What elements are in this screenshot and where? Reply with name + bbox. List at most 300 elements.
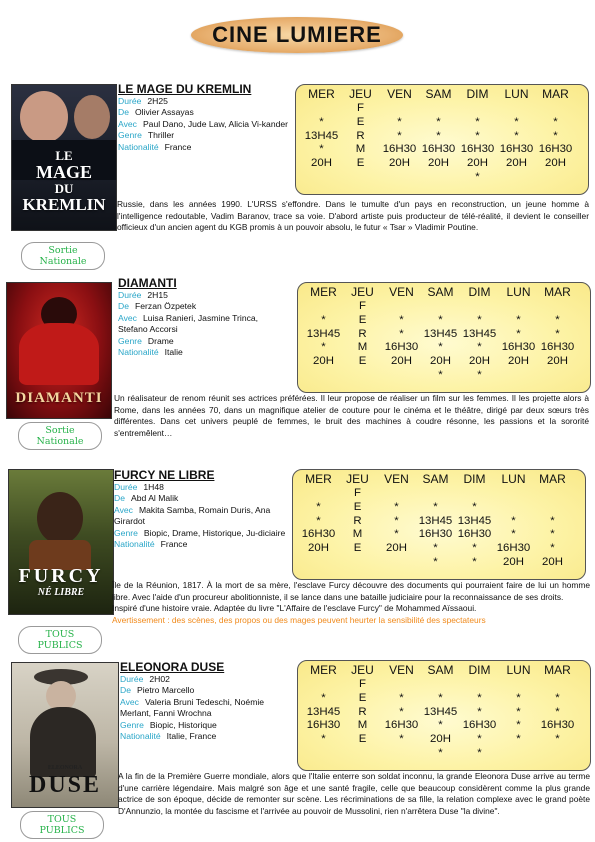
schedule-column-3 — [421, 285, 460, 383]
schedule-day-header: MER — [310, 285, 337, 299]
audience-badge: TOUS PUBLICS — [18, 626, 102, 654]
film-info — [118, 96, 290, 153]
schedule-cell: * — [438, 691, 443, 704]
schedule-column-4 — [460, 285, 499, 383]
schedule-table — [297, 282, 591, 393]
schedule-cell: * — [394, 514, 399, 527]
schedule-day-header: MER — [310, 663, 337, 677]
schedule-cell — [536, 102, 575, 116]
schedule-cell: * — [438, 746, 443, 759]
schedule-cell: F — [359, 300, 366, 312]
schedule-cell: 20H — [430, 355, 451, 368]
schedule-cell: E — [353, 542, 362, 555]
schedule-cell: * — [321, 341, 326, 354]
label-de: De — [118, 301, 129, 312]
schedule-cell — [419, 171, 458, 185]
schedule-day-header: VEN — [384, 472, 409, 486]
schedule-cell — [499, 678, 538, 692]
schedule-cell: E — [353, 500, 362, 513]
poster-title-line: LE — [55, 148, 73, 163]
film-title[interactable]: DIAMANTI — [118, 276, 177, 290]
film-description: A la fin de la Première Guerre mondiale, alors que l'Italie enterre son soldat inconnu, la grande Eleonora Duse arrive au terme d'une carrière légendaire. Mais malgré son âge et une santé fragile, celle que beaucoup considèrent comme la plus grande actrice de son époque, décide de remonter sur scène. Les récriminations de sa fille, la relation complexe avec le grand poète D'Annunzio, la montée du fascisme et l'arrivée au pouvoir de Mussolini, rien n'arrêtera Duse "la divine". — [118, 771, 590, 816]
poster-face — [37, 492, 83, 544]
value-nationalite: Italie — [164, 347, 183, 358]
schedule-column-0 — [302, 87, 341, 185]
schedule-day-header: JEU — [349, 87, 372, 101]
schedule-day-header: MAR — [539, 472, 566, 486]
schedule-cell: 20H — [389, 157, 410, 170]
label-genre: Genre — [120, 719, 144, 730]
schedule-cell: * — [555, 733, 560, 746]
schedule-cell: * — [399, 691, 404, 704]
schedule-cell: * — [433, 555, 438, 568]
schedule-cell: 20H — [547, 355, 568, 368]
page-title-banner — [191, 17, 403, 53]
film-poster[interactable] — [8, 469, 114, 615]
schedule-cell: F — [354, 487, 361, 499]
film-poster[interactable] — [6, 282, 112, 419]
schedule-day-header: DIM — [468, 663, 491, 677]
schedule-cell: E — [358, 691, 367, 704]
value-genre: Drame — [147, 335, 174, 346]
schedule-cell: 20H — [308, 542, 329, 555]
schedule-cell: 20H — [428, 157, 449, 170]
schedule-day-header: MER — [308, 87, 335, 101]
schedule-column-2 — [382, 285, 421, 383]
film-info — [120, 674, 292, 742]
film-poster[interactable] — [11, 84, 117, 231]
schedule-day-header: DIM — [463, 472, 486, 486]
schedule-cell: * — [511, 514, 516, 527]
schedule-cell: * — [514, 115, 519, 128]
schedule-cell — [538, 678, 577, 692]
schedule-cell: * — [514, 129, 519, 142]
schedule-cell — [460, 678, 499, 692]
schedule-cell: * — [436, 129, 441, 142]
schedule-cell: * — [397, 115, 402, 128]
schedule-column-4 — [460, 663, 499, 761]
film-info — [118, 290, 290, 358]
value-avec: Luisa Ranieri, Jasmine Trinca, Stefano Accorsi — [118, 312, 259, 335]
schedule-cell: * — [394, 500, 399, 513]
schedule-cell: * — [472, 500, 477, 513]
film-description — [112, 580, 590, 626]
schedule-cell: E — [356, 157, 365, 170]
schedule-cell — [536, 171, 575, 185]
schedule-cell: 13H45 — [423, 327, 458, 340]
label-nationalite: Nationalité — [120, 731, 161, 742]
schedule-cell: E — [358, 313, 367, 326]
schedule-cell: * — [550, 514, 555, 527]
schedule-cell: * — [516, 705, 521, 718]
schedule-day-header: LUN — [504, 87, 529, 101]
schedule-column-1 — [343, 285, 382, 383]
schedule-cell — [533, 501, 572, 515]
value-nationalite: France — [164, 141, 192, 152]
label-duree: Durée — [120, 674, 144, 684]
schedule-cell: R — [358, 327, 367, 340]
schedule-cell: 16H30 — [384, 719, 419, 732]
value-de: Ferzan Özpetek — [135, 301, 197, 312]
schedule-column-3 — [419, 87, 458, 185]
schedule-cell: * — [516, 327, 521, 340]
poster-title-line: FURCY — [18, 565, 104, 587]
schedule-cell: 16H30 — [540, 719, 575, 732]
label-genre: Genre — [118, 335, 142, 346]
schedule-column-2 — [382, 663, 421, 761]
schedule-cell — [538, 300, 577, 314]
schedule-cell: * — [516, 691, 521, 704]
value-nationalite: Italie, France — [166, 731, 217, 742]
schedule-cell: * — [477, 733, 482, 746]
schedule-cell: 20H — [508, 355, 529, 368]
film-title[interactable]: ELEONORA DUSE — [120, 660, 225, 674]
schedule-cell: 20H — [391, 355, 412, 368]
schedule-day-header: LUN — [506, 663, 531, 677]
schedule-day-header: MAR — [544, 663, 571, 677]
schedule-day-header: MAR — [542, 87, 569, 101]
schedule-cell: M — [352, 528, 363, 541]
schedule-cell: 16H30 — [499, 143, 534, 156]
value-duree: 2H25 — [147, 96, 168, 106]
schedule-cell: 13H45 — [423, 705, 458, 718]
schedule-cell: * — [477, 705, 482, 718]
schedule-day-header: VEN — [389, 663, 414, 677]
schedule-cell: 13H45 — [304, 129, 339, 142]
schedule-cell — [299, 487, 338, 501]
label-avec: Avec — [118, 118, 137, 129]
schedule-cell: * — [321, 733, 326, 746]
schedule-cell: 20H — [313, 355, 334, 368]
value-de: Olivier Assayas — [135, 107, 194, 118]
schedule-cell: * — [316, 514, 321, 527]
schedule-cell: * — [321, 691, 326, 704]
schedule-cell: * — [319, 115, 324, 128]
schedule-cell: 13H45 — [418, 514, 453, 527]
schedule-cell: * — [553, 115, 558, 128]
schedule-cell: 20H — [503, 555, 524, 568]
schedule-day-header: SAM — [427, 285, 454, 299]
film-info — [114, 482, 286, 550]
schedule-cell: 20H — [386, 542, 407, 555]
schedule-cell: * — [475, 115, 480, 128]
schedule-day-header: SAM — [425, 87, 452, 101]
label-avec: Avec — [120, 696, 139, 707]
poster-face — [20, 91, 68, 143]
schedule-cell — [455, 487, 494, 501]
schedule-cell: * — [550, 542, 555, 555]
schedule-cell: * — [436, 115, 441, 128]
label-genre: Genre — [118, 130, 142, 141]
schedule-cell: * — [555, 691, 560, 704]
poster-title-line: KREMLIN — [22, 195, 106, 214]
schedule-cell: * — [550, 528, 555, 541]
schedule-day-header: DIM — [466, 87, 489, 101]
schedule-day-header: JEU — [351, 663, 374, 677]
schedule-column-6 — [538, 285, 577, 383]
schedule-cell: M — [357, 341, 368, 354]
schedule-day-header: VEN — [387, 87, 412, 101]
schedule-column-2 — [377, 472, 416, 570]
schedule-cell: 13H45 — [306, 327, 341, 340]
page-title: CINE LUMIERE — [212, 22, 382, 47]
label-duree: Durée — [118, 290, 142, 300]
schedule-day-header: JEU — [351, 285, 374, 299]
schedule-cell — [343, 369, 382, 383]
film-poster[interactable] — [11, 662, 119, 808]
schedule-cell: * — [516, 733, 521, 746]
schedule-cell — [377, 487, 416, 501]
schedule-cell: M — [355, 143, 366, 156]
schedule-cell: * — [477, 368, 482, 381]
schedule-cell: * — [321, 313, 326, 326]
schedule-cell — [421, 678, 460, 692]
schedule-cell — [533, 487, 572, 501]
poster-title-line: DU — [54, 181, 74, 196]
schedule-column-6 — [536, 87, 575, 185]
value-nationalite: France — [160, 539, 188, 550]
schedule-cell — [458, 102, 497, 116]
schedule-cell — [382, 678, 421, 692]
schedule-day-header: SAM — [427, 663, 454, 677]
label-de: De — [118, 107, 129, 118]
film-description-text: Île de la Réunion, 1817. À la mort de sa mère, l'esclave Furcy découvre des documents qui pourraient faire de lui un homme libre. Avec l'aide d'un procureur abolitionniste, il se lance dans une bataille judiciaire pour la reconnaissance de ses droits. — [112, 580, 590, 602]
schedule-cell — [499, 747, 538, 761]
schedule-cell: * — [477, 341, 482, 354]
schedule-cell: * — [394, 528, 399, 541]
schedule-column-6 — [533, 472, 572, 570]
schedule-cell — [497, 171, 536, 185]
schedule-cell — [380, 171, 419, 185]
schedule-cell — [416, 487, 455, 501]
schedule-cell: M — [357, 719, 368, 732]
schedule-column-4 — [458, 87, 497, 185]
schedule-day-header: LUN — [501, 472, 526, 486]
schedule-cell — [299, 556, 338, 570]
schedule-cell: * — [438, 313, 443, 326]
schedule-cell: * — [475, 129, 480, 142]
schedule-cell — [538, 369, 577, 383]
schedule-cell — [377, 556, 416, 570]
schedule-cell: 13H45 — [306, 705, 341, 718]
schedule-cell: * — [555, 313, 560, 326]
schedule-cell: * — [477, 691, 482, 704]
schedule-cell: 16H30 — [306, 719, 341, 732]
poster-title-line: MAGE — [36, 162, 92, 182]
schedule-column-4 — [455, 472, 494, 570]
schedule-column-5 — [499, 663, 538, 761]
schedule-column-6 — [538, 663, 577, 761]
label-de: De — [120, 685, 131, 696]
schedule-cell — [419, 102, 458, 116]
schedule-cell — [338, 556, 377, 570]
schedule-cell: * — [516, 719, 521, 732]
value-de: Pietro Marcello — [137, 685, 195, 696]
label-nationalite: Nationalité — [114, 539, 155, 550]
value-duree: 2H15 — [147, 290, 168, 300]
schedule-cell — [343, 747, 382, 761]
schedule-cell: 16H30 — [460, 143, 495, 156]
value-de: Abd Al Malik — [131, 493, 179, 504]
schedule-cell: 16H30 — [457, 528, 492, 541]
schedule-cell: E — [356, 115, 365, 128]
schedule-cell: 16H30 — [538, 143, 573, 156]
schedule-day-header: SAM — [422, 472, 449, 486]
schedule-cell: 16H30 — [462, 719, 497, 732]
schedule-column-5 — [494, 472, 533, 570]
schedule-column-0 — [304, 663, 343, 761]
value-genre: Biopic, Historique — [149, 719, 217, 730]
value-duree: 2H02 — [149, 674, 170, 684]
poster-dress — [19, 323, 99, 385]
schedule-column-0 — [299, 472, 338, 570]
schedule-cell: 16H30 — [382, 143, 417, 156]
schedule-cell — [538, 747, 577, 761]
label-genre: Genre — [114, 527, 138, 538]
schedule-column-5 — [499, 285, 538, 383]
schedule-column-1 — [338, 472, 377, 570]
schedule-cell: 20H — [430, 733, 451, 746]
schedule-cell: * — [399, 327, 404, 340]
schedule-cell: R — [356, 129, 365, 142]
schedule-cell: 16H30 — [540, 341, 575, 354]
schedule-column-2 — [380, 87, 419, 185]
schedule-cell: * — [475, 170, 480, 183]
schedule-cell: R — [353, 514, 362, 527]
schedule-cell — [497, 102, 536, 116]
schedule-cell: * — [399, 705, 404, 718]
schedule-cell: * — [477, 746, 482, 759]
label-avec: Avec — [118, 312, 137, 323]
schedule-cell: R — [358, 705, 367, 718]
schedule-day-header: LUN — [506, 285, 531, 299]
schedule-cell: F — [357, 102, 364, 114]
schedule-column-5 — [497, 87, 536, 185]
schedule-cell: E — [358, 733, 367, 746]
schedule-cell — [302, 102, 341, 116]
schedule-cell: * — [553, 129, 558, 142]
content-warning: Avertissement : des scènes, des propos ou des mages peuvent heurter la sensibilité des spectateurs — [112, 614, 486, 625]
schedule-cell: 13H45 — [457, 514, 492, 527]
schedule-cell — [494, 501, 533, 515]
schedule-day-header: MAR — [544, 285, 571, 299]
label-avec: Avec — [114, 504, 133, 515]
label-de: De — [114, 493, 125, 504]
schedule-cell — [460, 300, 499, 314]
schedule-cell: F — [359, 678, 366, 690]
schedule-cell: * — [433, 500, 438, 513]
audience-badge: TOUS PUBLICS — [20, 811, 104, 839]
film-title[interactable]: FURCY NE LIBRE — [114, 468, 215, 482]
schedule-cell — [341, 171, 380, 185]
label-nationalite: Nationalité — [118, 347, 159, 358]
value-genre: Biopic, Drame, Historique, Ju-diciaire — [143, 527, 286, 538]
schedule-cell — [380, 102, 419, 116]
schedule-cell: 20H — [506, 157, 527, 170]
schedule-cell — [499, 369, 538, 383]
schedule-cell: 16H30 — [418, 528, 453, 541]
schedule-cell: 20H — [542, 555, 563, 568]
schedule-table — [295, 84, 589, 195]
schedule-cell — [304, 678, 343, 692]
schedule-cell: * — [438, 341, 443, 354]
film-description: Russie, dans les années 1990. L'URSS s'effondre. Dans le tumulte d'un pays en reconstruction, un jeune homme à l'intelligence redoutable, Vadim Baranov, trace sa voie. D'abord artiste puis producteur de télé-réalité, il devient le conseiller officieux d'un ancien agent du KGB promis à un pouvoir absolu, le futur « Tsar » Vladimir Poutine. — [117, 199, 589, 233]
schedule-cell — [421, 300, 460, 314]
schedule-cell: * — [511, 528, 516, 541]
schedule-cell: 16H30 — [384, 341, 419, 354]
release-badge: Sortie Nationale — [21, 242, 105, 270]
schedule-column-1 — [341, 87, 380, 185]
schedule-cell — [382, 369, 421, 383]
schedule-cell: * — [316, 500, 321, 513]
schedule-cell: * — [319, 143, 324, 156]
film-description: Un réalisateur de renom réunit ses actrices préférées. Il leur propose de réaliser un film sur les femmes. Il les projette alors à Rome, dans les années 70, dans un magnifique atelier de couture pour le cinéma et le théâtre, dirigé par deux sœurs très différentes. Dans cet univers peuplé de femmes, le bruit des machines à coudre résonne, les passions et la sororité s'entremêlent… — [114, 393, 589, 438]
poster-title-line: DIAMANTI — [15, 390, 103, 406]
schedule-cell: * — [555, 327, 560, 340]
schedule-cell: * — [399, 313, 404, 326]
value-genre: Thriller — [147, 130, 175, 141]
schedule-cell — [304, 747, 343, 761]
poster-title-line: DUSE — [28, 772, 102, 798]
value-avec: Makita Samba, Romain Duris, Ana Girardot — [114, 504, 271, 527]
schedule-cell — [382, 300, 421, 314]
schedule-cell: 13H45 — [462, 327, 497, 340]
schedule-cell — [304, 369, 343, 383]
poster-face — [74, 95, 110, 139]
schedule-cell — [302, 171, 341, 185]
schedule-cell: * — [555, 705, 560, 718]
schedule-cell: 20H — [545, 157, 566, 170]
schedule-day-header: VEN — [389, 285, 414, 299]
schedule-column-3 — [416, 472, 455, 570]
schedule-day-header: DIM — [468, 285, 491, 299]
schedule-cell: 16H30 — [496, 542, 531, 555]
film-title[interactable]: LE MAGE DU KREMLIN — [118, 82, 252, 96]
schedule-cell: * — [399, 733, 404, 746]
schedule-cell: E — [358, 355, 367, 368]
schedule-cell — [382, 747, 421, 761]
label-duree: Durée — [114, 482, 138, 492]
schedule-cell — [304, 300, 343, 314]
value-avec: Paul Dano, Jude Law, Alicia Vi-kander — [142, 118, 289, 129]
schedule-table — [297, 660, 591, 771]
schedule-cell: * — [433, 542, 438, 555]
schedule-column-1 — [343, 663, 382, 761]
schedule-column-0 — [304, 285, 343, 383]
label-duree: Durée — [118, 96, 142, 106]
label-nationalite: Nationalité — [118, 141, 159, 152]
schedule-cell: * — [472, 555, 477, 568]
schedule-cell: 20H — [469, 355, 490, 368]
schedule-cell: 16H30 — [501, 341, 536, 354]
value-avec: Valeria Bruni Tedeschi, Noémie Merlant, Fanni Wrochna — [120, 696, 265, 719]
schedule-cell: * — [397, 129, 402, 142]
schedule-cell: 20H — [311, 157, 332, 170]
schedule-cell: * — [477, 313, 482, 326]
schedule-cell: * — [472, 542, 477, 555]
schedule-cell — [494, 487, 533, 501]
schedule-cell: 16H30 — [421, 143, 456, 156]
poster-title-line: NÉ LIBRE — [37, 587, 85, 598]
film-note: Inspiré d'une histoire vraie. Adaptée du livre "L'Affaire de l'esclave Furcy" de Mohammed Aïssaoui. — [112, 603, 477, 614]
schedule-column-3 — [421, 663, 460, 761]
schedule-cell: * — [438, 719, 443, 732]
schedule-cell — [499, 300, 538, 314]
schedule-cell: 20H — [467, 157, 488, 170]
schedule-cell: * — [516, 313, 521, 326]
schedule-day-header: JEU — [346, 472, 369, 486]
schedule-cell: * — [438, 368, 443, 381]
